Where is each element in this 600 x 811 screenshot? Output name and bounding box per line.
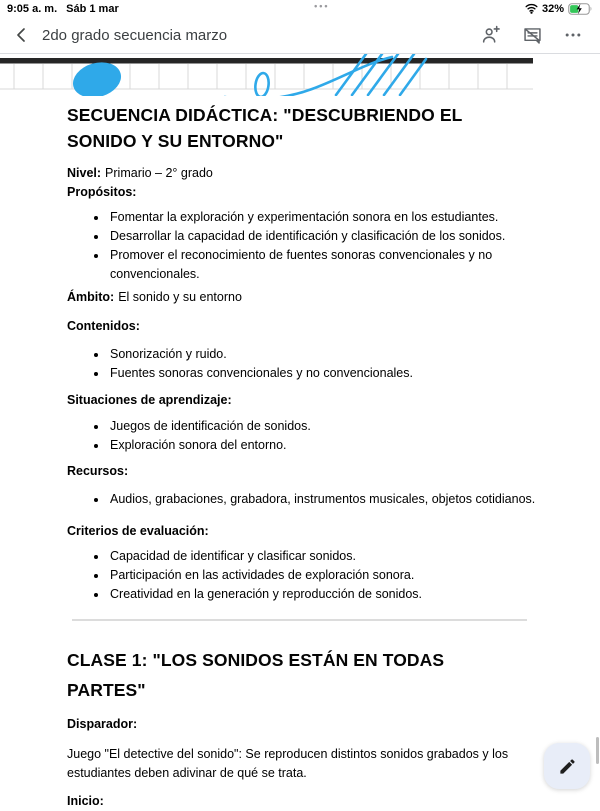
propositos-list (67, 208, 538, 284)
share-button[interactable] (477, 21, 505, 49)
clase1-title: CLASE 1: "LOS SONIDOS ESTÁN EN TODAS PARTES" (67, 645, 512, 705)
more-horizontal-icon (563, 25, 583, 45)
ambito-label: Ámbito: (67, 290, 114, 304)
status-time: 9:05 a. m. (7, 3, 57, 15)
list-item: • Desarrollar la capacidad de identificación y clasificación de los sonidos. (108, 227, 538, 246)
list-item: • Juegos de identificación de sonidos. (108, 417, 538, 436)
edit-button[interactable] (544, 743, 590, 789)
situaciones-heading: Situaciones de aprendizaje: (67, 391, 538, 410)
back-button[interactable] (0, 26, 44, 44)
disparador-paragraph: Juego "El detective del sonido": Se reproducen distintos sonidos grabados y los estudiantes deben adivinar de qué se trata. (67, 745, 538, 783)
nivel-value: Primario – 2° grado (105, 166, 213, 180)
ambito-line (67, 288, 538, 307)
list-item: • Sonorización y ruido. (108, 345, 538, 364)
list-item: • Fuentes sonoras convencionales y no convencionales. (108, 364, 538, 383)
battery-percent: 32% (542, 3, 564, 15)
comments-button[interactable] (518, 21, 546, 49)
multitask-indicator-icon: ••• (314, 2, 329, 11)
list-item: • Capacidad de identificar y clasificar sonidos. (108, 547, 538, 566)
section-divider (72, 619, 527, 621)
contenidos-list (67, 345, 538, 383)
wifi-icon (525, 3, 538, 14)
criterios-heading: Criterios de evaluación: (67, 522, 538, 541)
list-item: • Exploración sonora del entorno. (108, 436, 538, 455)
situaciones-list (67, 417, 538, 455)
doc-toolbar (0, 17, 600, 54)
document-canvas[interactable] (0, 54, 600, 811)
more-options-button[interactable] (559, 21, 587, 49)
sequence-title: SECUENCIA DIDÁCTICA: "DESCUBRIENDO EL SONIDO Y SU ENTORNO" (67, 102, 512, 154)
status-bar (0, 0, 600, 17)
document-body[interactable] (0, 102, 600, 604)
battery-charging-icon (568, 3, 593, 15)
list-item: • Creatividad en la generación y reproducción de sonidos. (108, 585, 538, 604)
disparador-heading: Disparador: (67, 715, 538, 734)
person-add-icon (480, 24, 502, 46)
propositos-heading: Propósitos: (67, 183, 538, 202)
comment-icon (522, 25, 543, 46)
status-date: Sáb 1 mar (66, 3, 119, 15)
recursos-heading: Recursos: (67, 462, 538, 481)
recursos-list (67, 490, 538, 509)
list-item: • Audios, grabaciones, grabadora, instrumentos musicales, objetos cotidianos. (108, 490, 538, 509)
document-title: 2do grado secuencia marzo (42, 27, 477, 44)
scrollbar[interactable] (596, 737, 599, 764)
criterios-list (67, 547, 538, 604)
contenidos-heading: Contenidos: (67, 317, 538, 336)
nivel-label: Nivel: (67, 166, 101, 180)
list-item: • Participación en las actividades de exploración sonora. (108, 566, 538, 585)
notebook-doodle-image (0, 54, 533, 96)
chevron-left-icon (13, 26, 31, 44)
ambito-value: El sonido y su entorno (118, 290, 242, 304)
list-item: • Fomentar la exploración y experimentación sonora en los estudiantes. (108, 208, 538, 227)
nivel-line (67, 164, 538, 183)
pencil-icon (558, 757, 577, 776)
inicio-heading: Inicio: (67, 792, 538, 811)
list-item: • Promover el reconocimiento de fuentes sonoras convencionales y no convencionales. (108, 246, 538, 284)
